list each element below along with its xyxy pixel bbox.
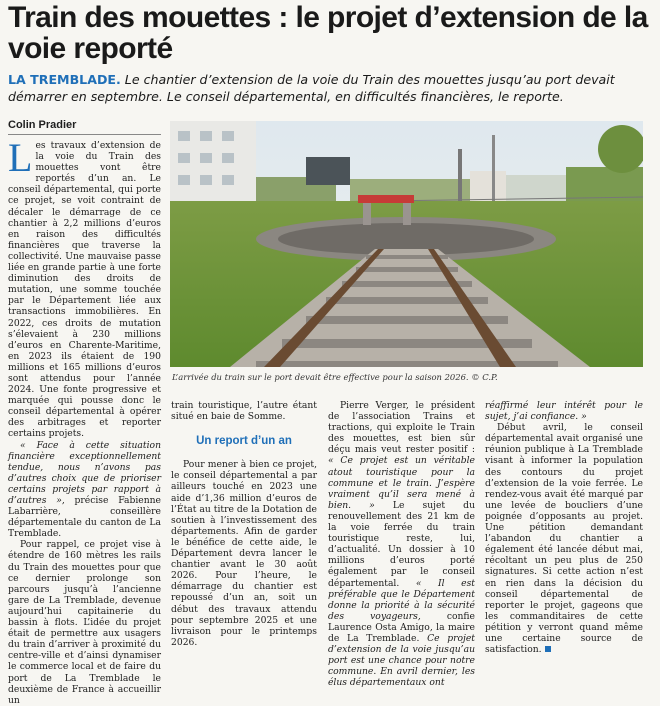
paragraph: Pour mener à bien ce projet, le conseil départemental a par ailleurs touché en 2023 une aide d’1,36 million d’euros de l’État au titre de la Dotation de soutien à l’investissement des départements. Afin de garder le bénéfice de cette aide, le Département devra lancer le chantier avant le 30 août 2026. Pour l’heure, le démarrage du chantier est repoussé d’un an, soit un début des travaux attendu pour septembre 2025 et une livraison pour le printemps 2026. bbox=[171, 459, 317, 648]
paragraph-text: es travaux d’extension de la voie du Train des mouettes vont être reportés d’un an. Le conseil départemental, qui porte ce projet, se voit contraint de décaler le démarrage de ce chantier à 2,2 millions d’euros en raison des difficultés financières que traverse la collectivité. Une mauvaise passe liée en grande partie à une forte diminution des droits de mutation, une somme touchée par le Département liée aux transactions immobilières. En 2022, ces droits de mutation s’élevaient à 230 millions d’euros en Charente-Maritime, en 2023 ils étaient de 190 millions et 165 millions d’euros sont attendus pour l’année 2024. Une fonte progressive et marquée qui pousse donc le conseil départemental à opérer des arbitrages et reporter certains projets. bbox=[8, 140, 161, 440]
quote: « Face à cette situation financière exceptionnellement tendue, nous n’avons pas d’autres choix que de prioriser certains projets par rapport à d’autres » bbox=[8, 439, 161, 506]
paragraph-text: , précise Fabienne Labarrière, conseillère départementale du canton de La Tremblade. bbox=[8, 495, 161, 540]
author-byline: Colin Pradier bbox=[8, 119, 161, 135]
train-track-photo bbox=[170, 121, 643, 367]
paragraph: train touristique, l’autre étant situé en baie de Somme. bbox=[171, 400, 317, 423]
paragraph bbox=[8, 440, 161, 540]
lead-text: Le chantier d’extension de la voie du Train des mouettes jusqu’au port devait démarrer en septembre. Le conseil départemental, en difficultés financières, le reporte. bbox=[8, 72, 615, 104]
paragraph bbox=[8, 135, 161, 440]
article-photo bbox=[170, 121, 643, 367]
article-lead bbox=[8, 71, 656, 105]
article-headline: Train des mouettes : le projet d’extension de la voie reporté bbox=[8, 1, 648, 65]
paragraph: Pour rappel, ce projet vise à étendre de 160 mètres les rails du Train des mouettes pour que ce dernier prolonge son parcours jusqu’à l’ancienne gare de La Tremblade, devenue aujourd’hui capitainerie du bassin à flots. L’idée du projet était de permettre aux usagers du train d’arriver à proximité du centre-ville et d’ainsi dynamiser le commerce local et de faire du port de La Tremblade le deuxième de France à accueillir un bbox=[8, 539, 161, 706]
end-of-article-icon bbox=[545, 646, 551, 652]
article-column-2 bbox=[171, 400, 317, 648]
paragraph-text: Pierre Verger, le président de l’association Trains et tractions, qui exploite le Train des mouettes, est bien sûr déçu mais veut rester positif : bbox=[328, 400, 475, 456]
article-column-1 bbox=[8, 135, 161, 706]
quote: « Ce projet est un véritable atout touristique pour la commune et le train. J’espère vraiment qu’il sera mené à bien. » bbox=[328, 455, 475, 511]
paragraph-text: Le sujet du renouvellement des 21 km de la voie ferrée du train touristique reste, lui, d’actualité. Un dossier à 10 millions d’euros porté également par le conseil départemental. bbox=[328, 499, 475, 589]
paragraph bbox=[485, 422, 643, 655]
dateline-place: LA TREMBLADE. bbox=[8, 72, 121, 87]
photo-caption: L’arrivée du train sur le port devait être effective pour la saison 2026. © C.P. bbox=[172, 372, 498, 382]
article-column-3 bbox=[328, 400, 475, 688]
drop-cap: L bbox=[8, 135, 33, 180]
paragraph-text: Début avril, le conseil départemental avait organisé une réunion publique à La Tremblade visant à informer la population des contours du projet d’extension de la voie ferrée. Le rendez-vous avait été marqué par une levée de boucliers d’une poignée d’opposants au projet. Une pétition demandant l’abandon du chantier a également été lancée début mai, récoltant un peu plus de 250 signatures. Si cette action n’est en rien dans la décision du conseil départemental de reporter le projet, gageons que les commanditaires de cette pétition y verront quand même une certaine source de satisfaction. bbox=[485, 422, 643, 656]
section-subhead: Un report d’un an bbox=[196, 435, 292, 448]
quote: « Il est préférable que le Département donne la priorité à la sécurité des voyageurs, bbox=[328, 577, 476, 622]
quote: réaffirmé leur intérêt pour le sujet, j’ai confiance. » bbox=[485, 400, 643, 423]
article-column-4 bbox=[485, 400, 643, 655]
paragraph bbox=[328, 400, 475, 688]
quote: Ce projet d’extension de la voie jusqu’au port est une chance pour notre commune. En avril dernier, les élus départementaux ont bbox=[328, 632, 475, 689]
paragraph-text: confie Laurence Osta Amigo, la maire de La Tremblade. bbox=[328, 610, 475, 644]
